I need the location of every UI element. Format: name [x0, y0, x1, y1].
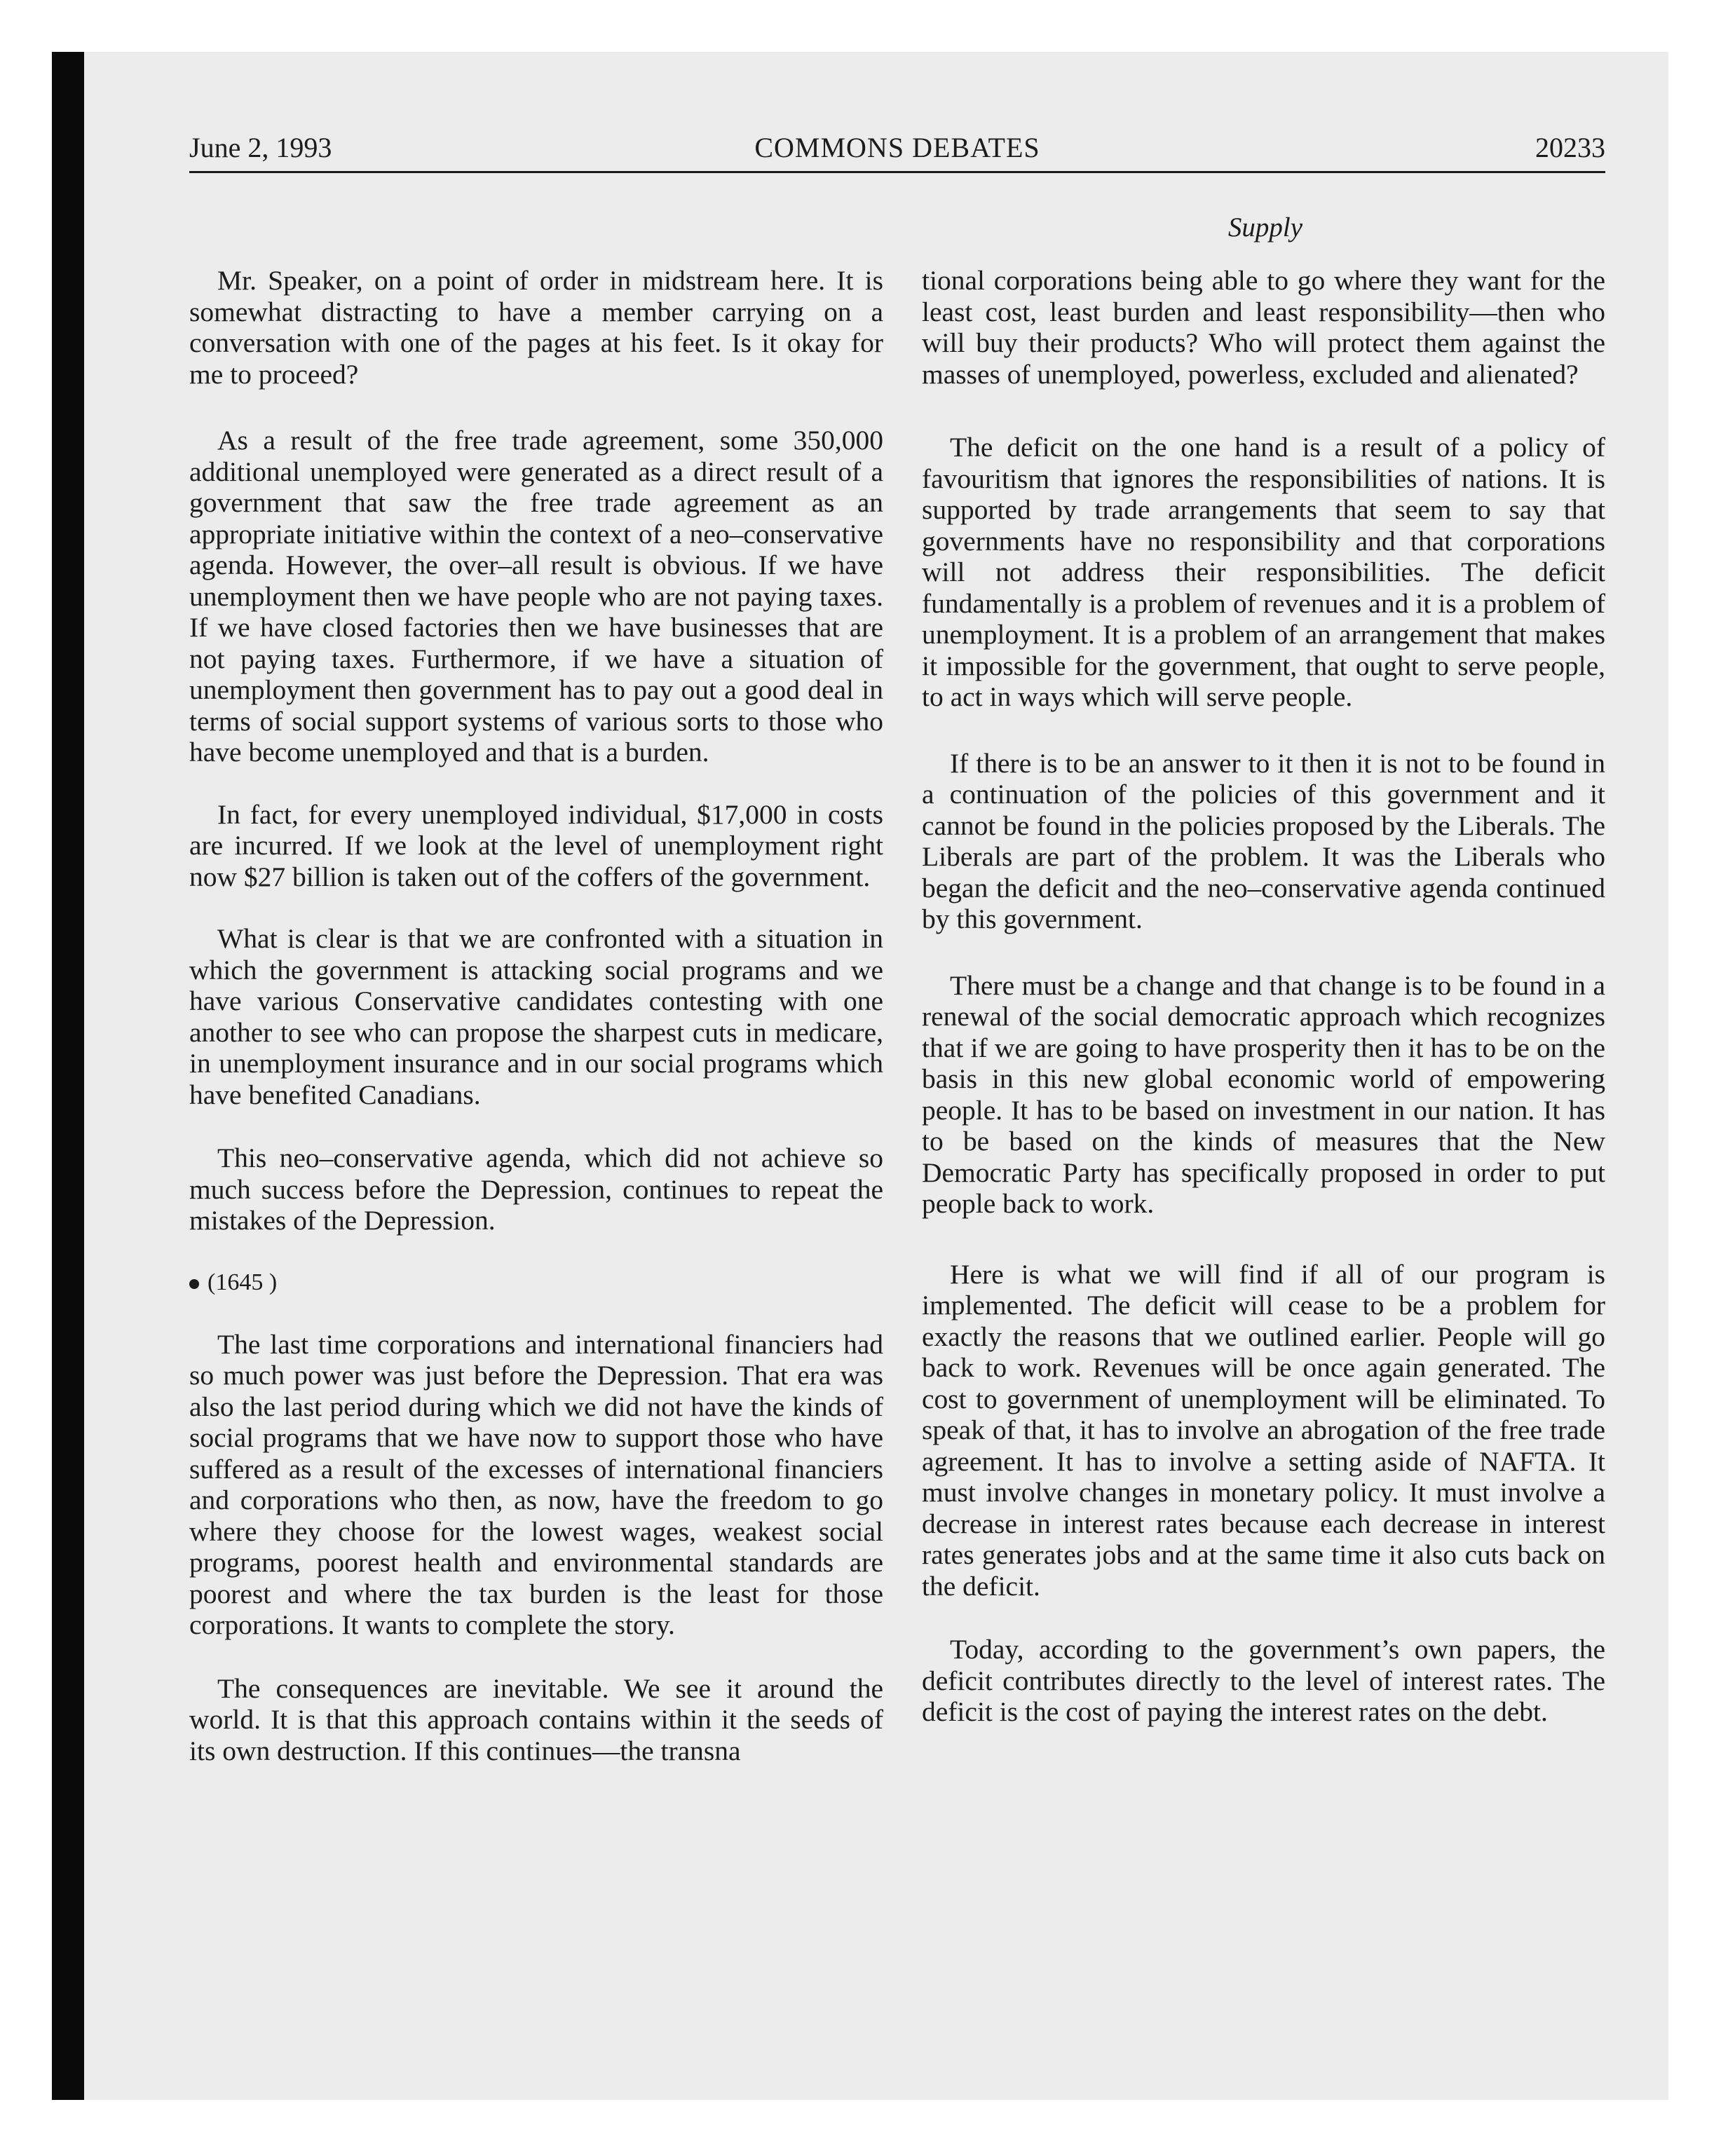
- header-date: June 2, 1993: [189, 132, 332, 163]
- document-page: [189, 0, 1605, 2156]
- paragraph: The deficit on the one hand is a result of a policy of favouritism that ignores the responsibilities of nations. It is supported by trade arrangements that seem to say that governments have no responsibility and that corporations will not address their responsibilities. The deficit fundamentally is a problem of revenues and it is a problem of unemployment. It is a problem of an arrangement that makes it impossible for the government, that ought to serve people, to act in ways which will serve people.: [922, 432, 1605, 712]
- paragraph: The consequences are inevitable. We see it around the world. It is that this approach contains within it the seeds of its own destruction. If this continues—the transna: [189, 1672, 883, 1766]
- paragraph: This neo–conservative agenda, which did not achieve so much success before the Depression, continues to repeat the mistakes of the Depression.: [189, 1142, 883, 1236]
- time-marker: [189, 1267, 883, 1298]
- paragraph: Here is what we will find if all of our program is implemented. The deficit will cease to be a problem for exactly the reasons that we outlined earlier. People will go back to work. Revenues will be once again generated. The cost to government of unemployment will be eliminated. To speak of that, it has to involve an abrogation of the free trade agreement. It has to involve a setting aside of NAFTA. It must involve changes in monetary policy. It must involve a decrease in interest rates because each decrease in interest rates generates jobs and at the same time it also cuts back on the deficit.: [922, 1258, 1605, 1602]
- header-title: COMMONS DEBATES: [754, 132, 1040, 163]
- paragraph: Today, according to the government’s own papers, the deficit contributes directly to the level of interest rates. The deficit is the cost of paying the interest rates on the debt.: [922, 1634, 1605, 1727]
- paragraph: If there is to be an answer to it then it is not to be found in a continuation of the policies of this government and it cannot be found in the policies proposed by the Liberals. The Liberals are part of the problem. It was the Liberals who began the deficit and the neo–conservative agenda continued by this government.: [922, 747, 1605, 934]
- running-header: [189, 130, 1605, 172]
- paragraph-continued: tional corporations being able to go where they want for the least cost, least burden and least responsibility—then who will buy their products? Who will protect them against the masses of unemployed, powerless, excluded and alienated?: [922, 265, 1605, 390]
- bullet-icon: [189, 1279, 199, 1289]
- left-column: [189, 265, 883, 1797]
- scan-binding-edge: [52, 52, 84, 2100]
- header-rule: [189, 171, 1605, 173]
- paragraph: As a result of the free trade agreement, some 350,000 additional unemployed were generated as a direct result of a government that saw the free trade agreement as an appropriate initiative within the context of a neo–conservative agenda. However, the over–all result is obvious. If we have unemployment then we have people who are not paying taxes. If we have closed factories then we have businesses that are not paying taxes. Furthermore, if we have a situation of unemployment then government has to pay out a good deal in terms of social support systems of various sorts to those who have become unemployed and that is a burden.: [189, 425, 883, 767]
- paragraph: What is clear is that we are confronted with a situation in which the government is attacking social programs and we have various Conservative candidates contesting with one another to see who can propose the sharpest cuts in medicare, in unemployment insurance and in our social programs which have benefited Canadians.: [189, 923, 883, 1110]
- header-page-number: 20233: [1535, 132, 1605, 163]
- paragraph: Mr. Speaker, on a point of order in midstream here. It is somewhat distracting to have a member carrying on a conversation with one of the pages at his feet. Is it okay for me to proceed?: [189, 265, 883, 390]
- section-heading: Supply: [1227, 212, 1303, 243]
- right-column: [922, 265, 1605, 1759]
- paragraph: There must be a change and that change is to be found in a renewal of the social democratic approach which recognizes that if we are going to have prosperity then it has to be on the basis in this new global economic world of empowering people. It has to be based on investment in our nation. It has to be based on the kinds of measures that the New Democratic Party has specifically proposed in order to put people back to work.: [922, 969, 1605, 1219]
- time-marker-text: (1645 ): [207, 1269, 278, 1295]
- paragraph: In fact, for every unemployed individual, $17,000 in costs are incurred. If we look at the level of unemployment right now $27 billion is taken out of the coffers of the government.: [189, 798, 883, 892]
- paragraph: The last time corporations and international financiers had so much power was just before the Depression. That era was also the last period during which we did not have the kinds of social programs that we have now to support those who have suffered as a result of the excesses of international financiers and corporations who then, as now, have the freedom to go where they choose for the lowest wages, weakest social programs, poorest health and environmental standards are poorest and where the tax burden is the least for those corporations. It wants to complete the story.: [189, 1328, 883, 1640]
